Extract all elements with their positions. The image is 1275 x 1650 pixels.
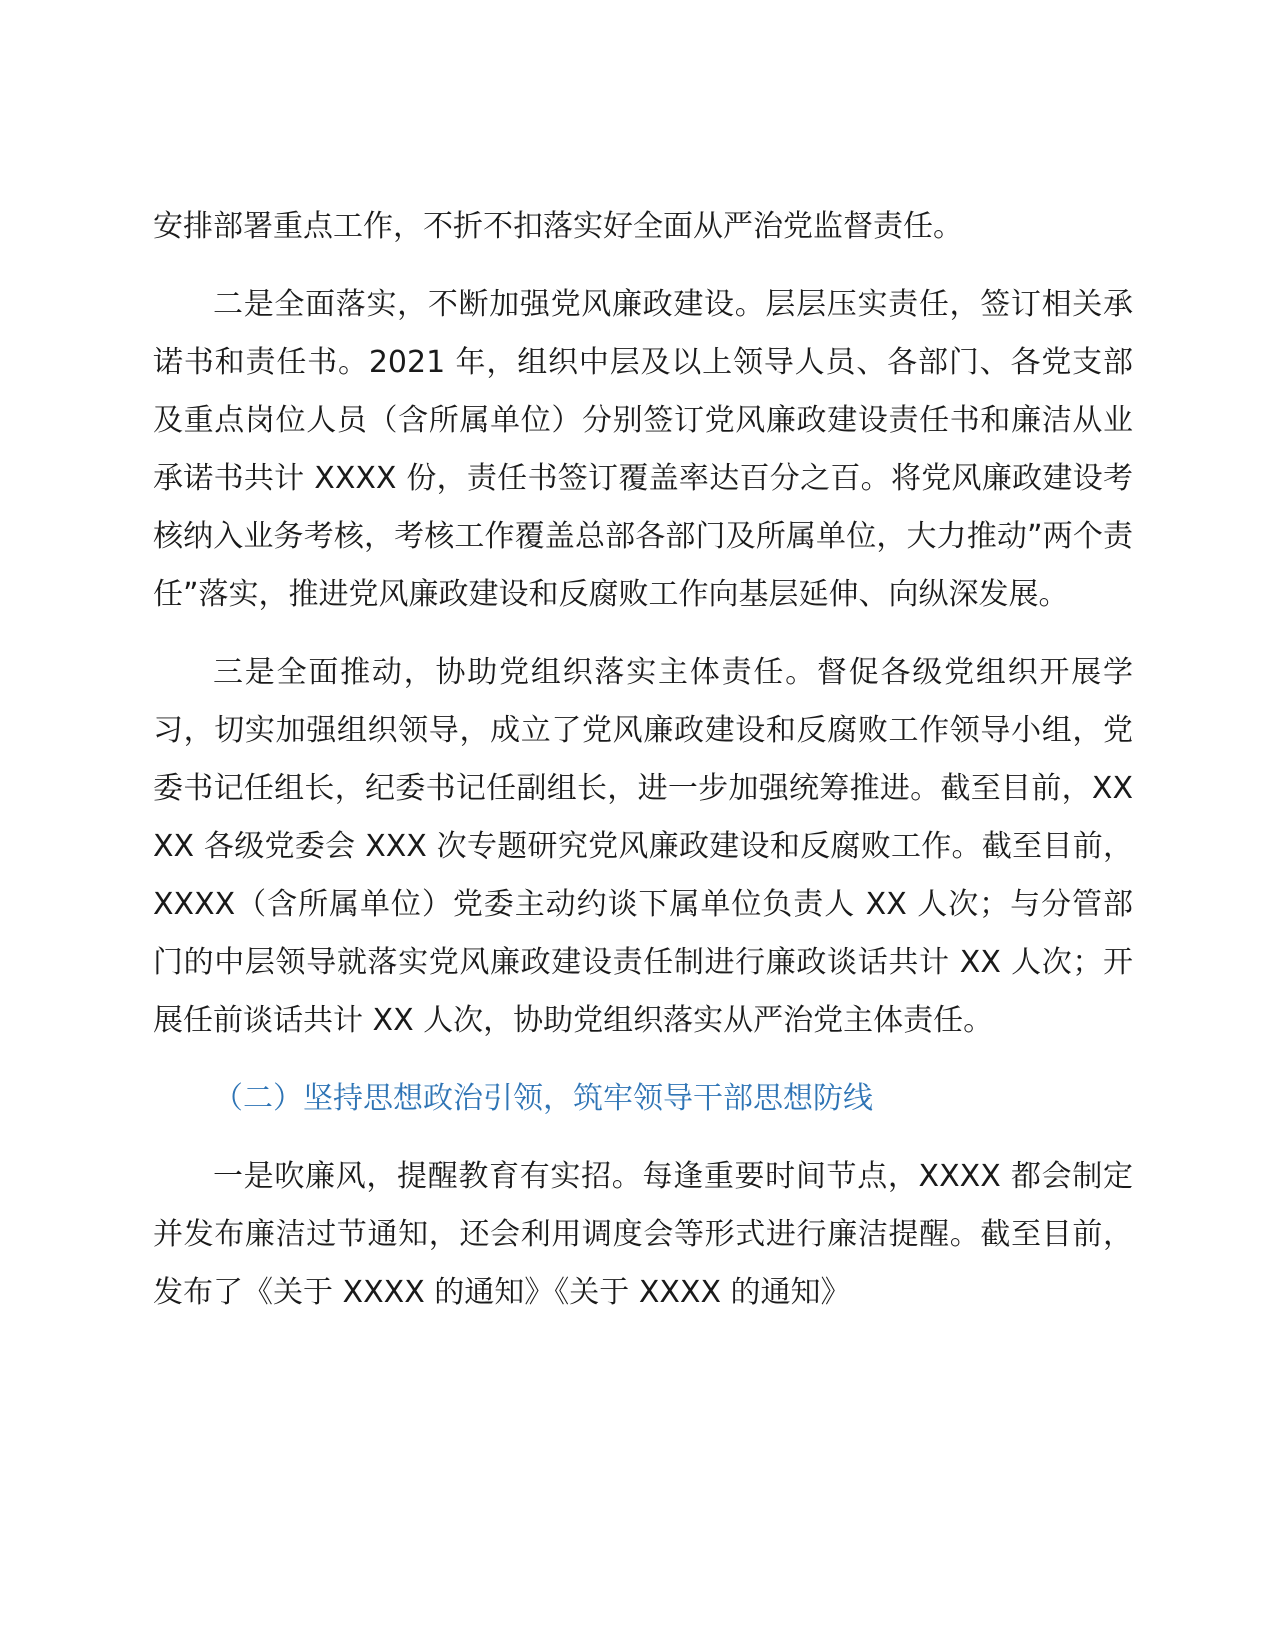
- paragraph-continuation: 安排部署重点工作，不折不扣落实好全面从严治党监督责任。: [153, 209, 963, 244]
- paragraph-party-conduct: 二是全面落实，不断加强党风廉政建设。层层压实责任，签订相关承诺书和责任书。2021 年，组织中层及以上领导人员、各部门、各党支部及重点岗位人员（含所属单位）分别签订党风廉政建设责任书和廉洁从业承诺书共计 XXXX 份，责任书签订覆盖率达百分之百。将党风廉政建设考核纳入业务考核，考核工作覆盖总部各部门及所属单位，大力推动”两个责任”落实，推进党风廉政建设和反腐败工作向基层延伸、向纵深发展。: [153, 287, 1133, 612]
- paragraph-integrity-education: 一是吹廉风，提醒教育有实招。每逢重要时间节点，XXXX 都会制定并发布廉洁过节通知，还会利用调度会等形式进行廉洁提醒。截至目前，发布了《关于 XXXX 的通知》《关于 XXXX 的通知》: [153, 1159, 1133, 1310]
- document-body: [153, 198, 1133, 1322]
- section-heading: （二）坚持思想政治引领，筑牢领导干部思想防线: [213, 1081, 873, 1116]
- paragraph-main-responsibility: 三是全面推动，协助党组织落实主体责任。督促各级党组织开展学习，切实加强组织领导，成立了党风廉政建设和反腐败工作领导小组，党委书记任组长，纪委书记任副组长，进一步加强统筹推进。截至目前，XXXX 各级党委会 XXX 次专题研究党风廉政建设和反腐败工作。截至目前，XXXX（含所属单位）党委主动约谈下属单位负责人 XX 人次；与分管部门的中层领导就落实党风廉政建设责任制进行廉政谈话共计 XX 人次；开展任前谈话共计 XX 人次，协助党组织落实从严治党主体责任。: [153, 655, 1133, 1038]
